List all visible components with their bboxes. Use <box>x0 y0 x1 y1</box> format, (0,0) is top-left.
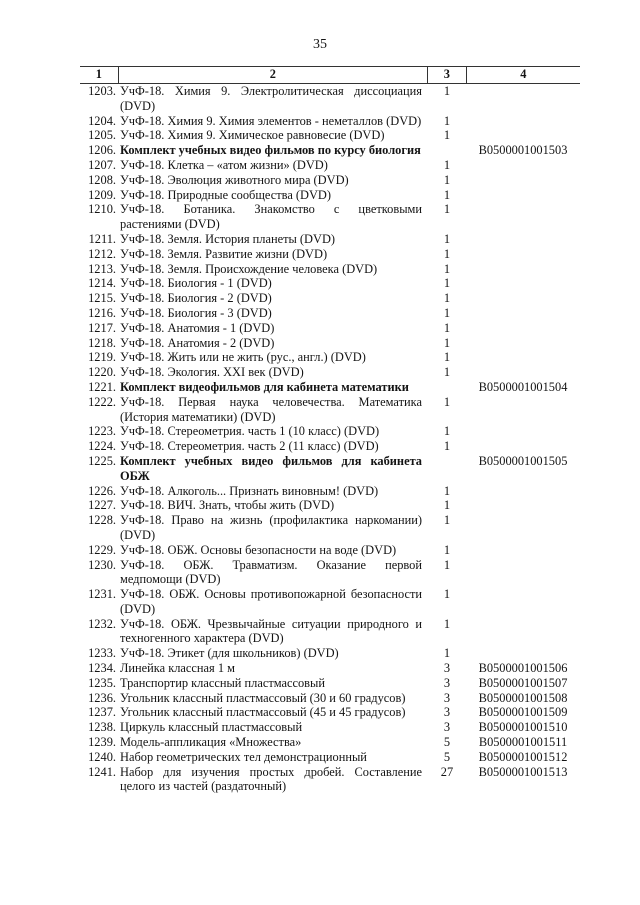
item-quantity: 1 <box>443 587 451 602</box>
item-name: Модель-аппликация «Множества» <box>120 735 302 750</box>
row-number: 1236. <box>88 690 116 705</box>
table-row <box>80 173 580 188</box>
table-row <box>80 262 580 277</box>
item-code <box>466 439 580 454</box>
item-code: B0500001001512 <box>478 749 568 764</box>
table-row <box>80 691 580 706</box>
table-row <box>80 513 580 543</box>
table-row <box>80 291 580 306</box>
item-quantity: 1 <box>443 513 451 528</box>
item-code: B0500001001503 <box>478 143 568 158</box>
table-row <box>80 365 580 380</box>
item-quantity <box>428 143 466 158</box>
row-number: 1238. <box>88 720 116 735</box>
item-code <box>466 395 580 425</box>
row-number: 1228. <box>88 513 116 528</box>
item-code <box>466 188 580 203</box>
item-quantity: 1 <box>443 305 451 320</box>
item-name: Комплект видеофильмов для кабинета математики <box>120 379 409 394</box>
item-name: УчФ-18. Ботаника. Знакомство с цветковыми растениями (DVD) <box>120 202 422 232</box>
item-quantity: 1 <box>443 261 451 276</box>
table-row <box>80 321 580 336</box>
item-code: B0500001001507 <box>478 675 568 690</box>
item-quantity: 1 <box>443 542 451 557</box>
item-code <box>466 202 580 232</box>
item-quantity: 1 <box>443 202 451 217</box>
row-number: 1234. <box>88 661 116 676</box>
item-name: УчФ-18. Биология - 2 (DVD) <box>120 291 272 306</box>
table-row <box>80 350 580 365</box>
inventory-table <box>80 66 580 794</box>
item-quantity: 1 <box>443 128 451 143</box>
table-row <box>80 646 580 661</box>
item-name: УчФ-18. Алкоголь... Признать виновным! (DVD) <box>120 483 379 498</box>
table-row <box>80 676 580 691</box>
row-number: 1209. <box>88 187 116 202</box>
item-code <box>466 350 580 365</box>
column-header-name: 2 <box>119 67 428 83</box>
item-name: УчФ-18. Стереометрия. часть 1 (10 класс) (DVD) <box>120 424 380 439</box>
row-number: 1231. <box>88 587 116 602</box>
item-name: Угольник классный пластмассовый (45 и 45 градусов) <box>120 705 406 720</box>
column-header-quantity: 3 <box>428 67 467 83</box>
item-name: УчФ-18. Клетка – «атом жизни» (DVD) <box>120 157 328 172</box>
item-code <box>466 498 580 513</box>
item-code <box>466 158 580 173</box>
item-code <box>466 587 580 617</box>
item-quantity: 3 <box>443 661 451 676</box>
table-row <box>80 188 580 203</box>
item-name: Линейка классная 1 м <box>120 661 235 676</box>
row-number: 1206. <box>88 143 116 158</box>
item-quantity: 1 <box>443 616 451 631</box>
item-code: B0500001001508 <box>478 690 568 705</box>
item-code <box>466 84 580 114</box>
item-quantity: 1 <box>443 439 451 454</box>
item-name: Набор геометрических тел демонстрационный <box>120 749 367 764</box>
item-code: B0500001001513 <box>478 764 568 779</box>
row-number: 1203. <box>88 84 116 98</box>
row-number: 1210. <box>88 202 116 217</box>
table-row <box>80 276 580 291</box>
table-row <box>80 705 580 720</box>
table-row <box>80 424 580 439</box>
item-name: Комплект учебных видео фильмов по курсу биология <box>120 143 421 158</box>
row-number: 1223. <box>88 424 116 439</box>
row-number: 1220. <box>88 365 116 380</box>
row-number: 1235. <box>88 675 116 690</box>
item-name: УчФ-18. Биология - 1 (DVD) <box>120 276 272 291</box>
table-header <box>80 66 580 84</box>
item-name: УчФ-18. Анатомия - 2 (DVD) <box>120 335 275 350</box>
item-quantity: 3 <box>443 675 451 690</box>
row-number: 1208. <box>88 172 116 187</box>
row-number: 1230. <box>88 557 116 572</box>
item-code: B0500001001510 <box>478 720 568 735</box>
table-row <box>80 306 580 321</box>
row-number: 1233. <box>88 646 116 661</box>
item-name: УчФ-18. Экология. XXI век (DVD) <box>120 365 304 380</box>
row-number: 1213. <box>88 261 116 276</box>
table-row <box>80 247 580 262</box>
item-name: Набор для изучения простых дробей. Составление целого из частей (раздаточный) <box>120 764 422 794</box>
table-row <box>80 454 580 484</box>
column-header-code: 4 <box>520 67 527 81</box>
item-name: УчФ-18. Анатомия - 1 (DVD) <box>120 320 275 335</box>
item-code <box>466 262 580 277</box>
item-code <box>466 365 580 380</box>
item-name: УчФ-18. Этикет (для школьников) (DVD) <box>120 646 339 661</box>
item-name: УчФ-18. Первая наука человечества. Математика (История математики) (DVD) <box>120 394 422 424</box>
table-row <box>80 720 580 735</box>
table-row <box>80 232 580 247</box>
table-row <box>80 484 580 499</box>
item-name: УчФ-18. Земля. Развитие жизни (DVD) <box>120 246 328 261</box>
row-number: 1229. <box>88 542 116 557</box>
item-quantity: 5 <box>443 735 451 750</box>
item-quantity: 1 <box>443 157 451 172</box>
item-name: УчФ-18. ВИЧ. Знать, чтобы жить (DVD) <box>120 498 335 513</box>
item-name: УчФ-18. Природные сообщества (DVD) <box>120 187 332 202</box>
item-code <box>466 617 580 647</box>
item-name: УчФ-18. Земля. История планеты (DVD) <box>120 231 336 246</box>
table-row <box>80 558 580 588</box>
item-name: УчФ-18. ОБЖ. Чрезвычайные ситуации природного и техногенного характера (DVD) <box>120 616 422 646</box>
item-quantity: 1 <box>443 187 451 202</box>
table-row <box>80 143 580 158</box>
item-code <box>466 276 580 291</box>
item-code <box>466 128 580 143</box>
item-quantity: 1 <box>443 350 451 365</box>
item-name: УчФ-18. Жить или не жить (рус., англ.) (DVD) <box>120 350 366 365</box>
item-name: Комплект учебных видео фильмов для кабинета ОБЖ <box>120 453 422 483</box>
item-name: Угольник классный пластмассовый (30 и 60 градусов) <box>120 690 406 705</box>
row-number: 1205. <box>88 128 116 143</box>
item-code <box>466 424 580 439</box>
item-quantity: 1 <box>443 557 451 572</box>
item-quantity: 1 <box>443 231 451 246</box>
table-row <box>80 114 580 129</box>
item-code <box>466 306 580 321</box>
item-name: УчФ-18. ОБЖ. Травматизм. Оказание первой медпомощи (DVD) <box>120 557 422 587</box>
item-quantity: 1 <box>443 320 451 335</box>
row-number: 1216. <box>88 305 116 320</box>
row-number: 1232. <box>88 616 116 631</box>
item-quantity: 1 <box>443 394 451 409</box>
item-code <box>466 321 580 336</box>
row-number: 1221. <box>88 379 116 394</box>
item-quantity: 3 <box>443 705 451 720</box>
item-name: УчФ-18. Право на жизнь (профилактика наркомании) (DVD) <box>120 513 422 542</box>
item-quantity: 1 <box>443 172 451 187</box>
row-number: 1219. <box>88 350 116 365</box>
table-row <box>80 158 580 173</box>
item-name: Циркуль классный пластмассовый <box>120 720 303 735</box>
table-row <box>80 439 580 454</box>
column-header-number: 1 <box>80 67 119 83</box>
row-number: 1225. <box>88 453 116 468</box>
row-number: 1224. <box>88 439 116 454</box>
item-name: Транспортир классный пластмассовый <box>120 675 325 690</box>
row-number: 1207. <box>88 157 116 172</box>
table-row <box>80 395 580 425</box>
table-row <box>80 750 580 765</box>
item-quantity: 1 <box>443 84 451 98</box>
row-number: 1204. <box>88 113 116 128</box>
item-quantity: 5 <box>443 749 451 764</box>
row-number: 1217. <box>88 320 116 335</box>
item-code <box>466 173 580 188</box>
item-name: УчФ-18. Эволюция животного мира (DVD) <box>120 172 349 187</box>
item-quantity: 1 <box>443 498 451 513</box>
item-code: B0500001001504 <box>478 379 568 394</box>
row-number: 1226. <box>88 483 116 498</box>
item-code <box>466 232 580 247</box>
table-row <box>80 617 580 647</box>
table-row <box>80 587 580 617</box>
item-quantity: 1 <box>443 291 451 306</box>
table-row <box>80 202 580 232</box>
item-code <box>466 114 580 129</box>
table-row <box>80 128 580 143</box>
item-name: УчФ-18. ОБЖ. Основы противопожарной безопасности (DVD) <box>120 587 422 616</box>
item-quantity: 1 <box>443 276 451 291</box>
item-quantity: 1 <box>443 424 451 439</box>
table-row <box>80 543 580 558</box>
row-number: 1218. <box>88 335 116 350</box>
row-number: 1211. <box>88 231 116 246</box>
item-quantity <box>428 454 466 484</box>
item-code: B0500001001509 <box>478 705 568 720</box>
row-number: 1240. <box>88 749 116 764</box>
table-row <box>80 498 580 513</box>
item-quantity: 27 <box>440 764 454 779</box>
row-number: 1241. <box>88 764 116 779</box>
item-code <box>466 543 580 558</box>
table-row <box>80 84 580 114</box>
item-name: УчФ-18. Химия 9. Электролитическая диссоциация (DVD) <box>120 84 422 113</box>
item-quantity: 1 <box>443 646 451 661</box>
row-number: 1227. <box>88 498 116 513</box>
row-number: 1239. <box>88 735 116 750</box>
table-body <box>80 84 580 794</box>
table-row <box>80 336 580 351</box>
item-code <box>466 513 580 543</box>
table-row <box>80 765 580 795</box>
item-name: УчФ-18. Земля. Происхождение человека (DVD) <box>120 261 378 276</box>
row-number: 1212. <box>88 246 116 261</box>
table-row <box>80 735 580 750</box>
item-code <box>466 336 580 351</box>
item-code <box>466 291 580 306</box>
row-number: 1237. <box>88 705 116 720</box>
item-name: УчФ-18. Стереометрия. часть 2 (11 класс) (DVD) <box>120 439 379 454</box>
item-name: УчФ-18. Химия 9. Химическое равновесие (DVD) <box>120 128 385 143</box>
item-code: B0500001001511 <box>478 735 568 750</box>
row-number: 1222. <box>88 394 116 409</box>
item-quantity: 1 <box>443 483 451 498</box>
table-row <box>80 380 580 395</box>
item-quantity: 3 <box>443 690 451 705</box>
item-code <box>466 558 580 588</box>
item-quantity: 1 <box>443 246 451 261</box>
row-number: 1214. <box>88 276 116 291</box>
page-number: 35 <box>313 37 327 52</box>
item-quantity: 1 <box>443 113 451 128</box>
item-code <box>466 247 580 262</box>
item-code: B0500001001506 <box>478 661 568 676</box>
item-code: B0500001001505 <box>478 453 568 468</box>
table-row <box>80 661 580 676</box>
item-quantity <box>428 380 466 395</box>
item-name: УчФ-18. ОБЖ. Основы безопасности на воде (DVD) <box>120 542 397 557</box>
item-quantity: 1 <box>443 335 451 350</box>
item-code <box>466 484 580 499</box>
row-number: 1215. <box>88 291 116 306</box>
item-quantity: 1 <box>443 365 451 380</box>
item-name: УчФ-18. Химия 9. Химия элементов - неметаллов (DVD) <box>120 113 422 128</box>
item-name: УчФ-18. Биология - 3 (DVD) <box>120 305 272 320</box>
item-quantity: 3 <box>443 720 451 735</box>
item-code <box>466 646 580 661</box>
